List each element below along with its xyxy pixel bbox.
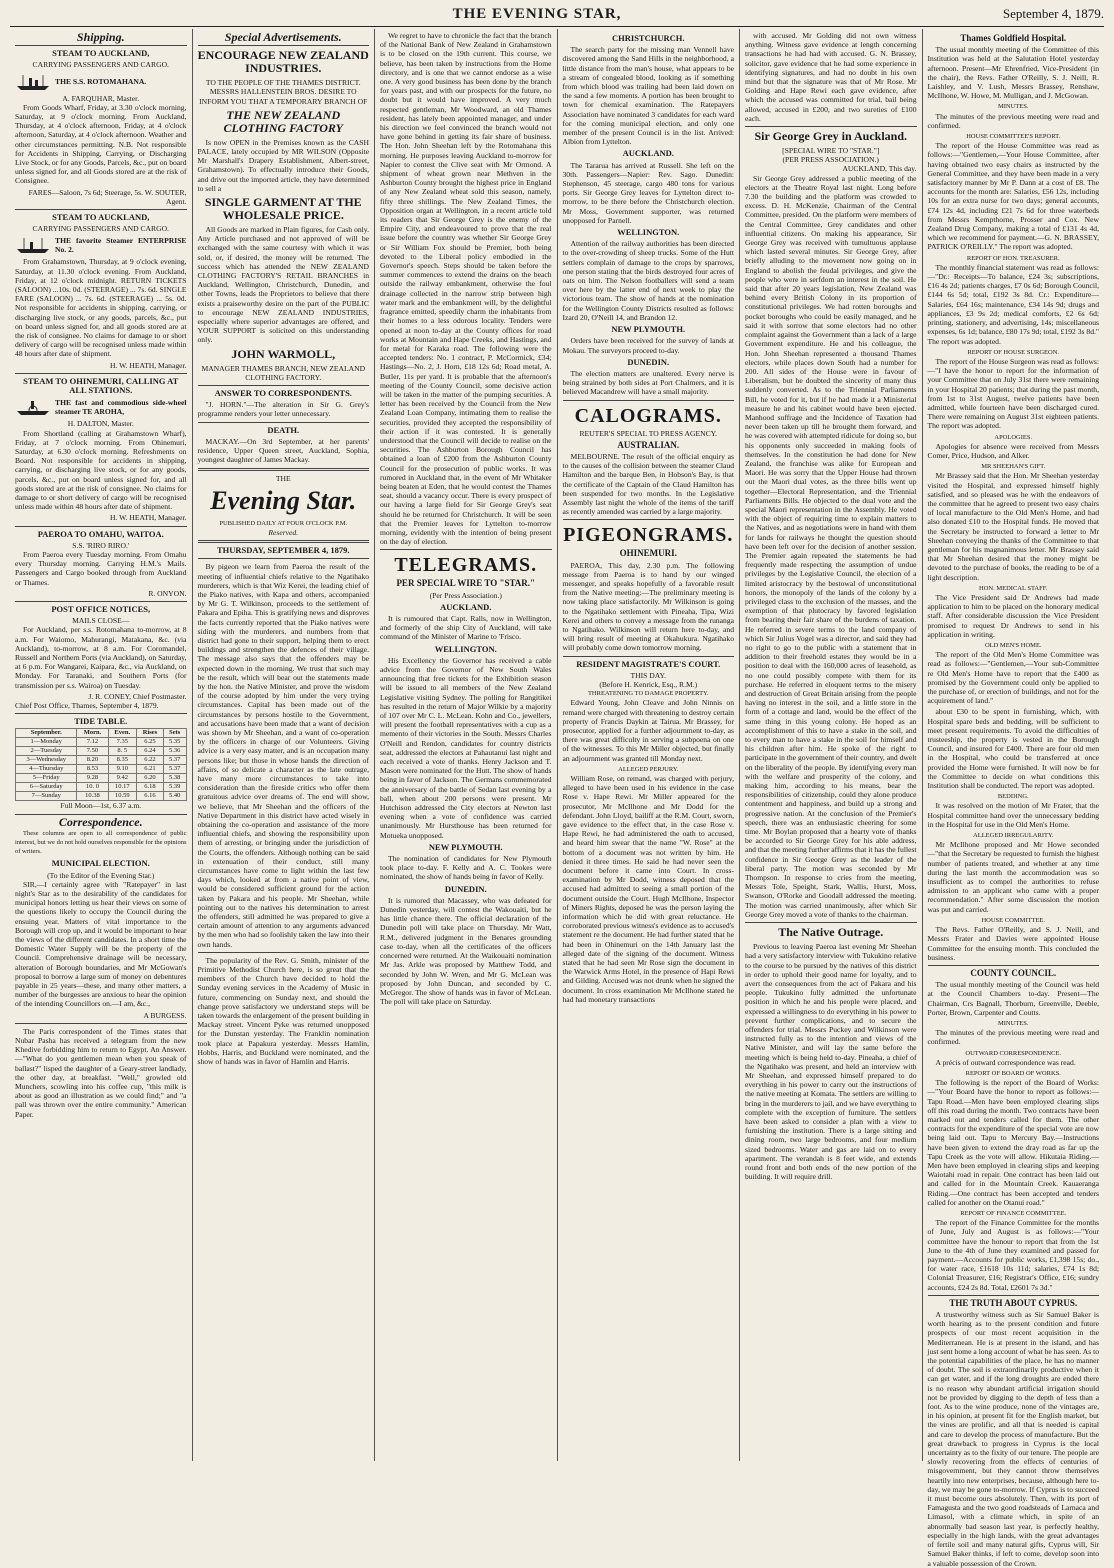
tide-cell: 7.50: [77, 747, 108, 756]
hospital-text: The usual monthly meeting of the Committee of this Institution was held at the Salutation Hotel yesterday afternoon. Present—Mr Ehrenfried, Vice-President (in the chair), the Revs. Father O'Reilly, S. J. Neill, R. Laishley, and V. Lush, Messrs Brassey, Renshaw, McIlhone, W. Howe, M. Mulligan, and J. McGowan.: [927, 45, 1099, 101]
shipping-sign-3: H. W. HEATH, Manager.: [109, 513, 187, 523]
native-outrage-text: Previous to leaving Paeroa last evening Mr Sheehan had a very satisfactory interview with Tukukino relative to the course to be pursued by the natives of this district in order to uphold their good name for loyalty, and to avert the consequences from the act of Pakara and his people. Tukukino fully admitted the unfortunate position in which he and his people were placed, and expressed a willingness to do everything in his power to prevent further complications, and to secure the offenders for trial. Messrs Puckey and Wilkinson were instructed fully as to the intention and views of the Native Minister, and will lay the same before the meeting which is being held to-day. Pineaha, a chief of the Ngatihako was present, and held an interview with Mr Sheehan, and expressed himself prepared to do everything in his power to carry out the instructions of the native meeting at Komata. The settlers are willing to bring in the murderers to jail, and we have everything to complete with the exception of furniture. The settlers have been asked to consider a plan with a view to furnishing the institution. There is a large sitting and dining room, two large bedrooms, and four medium sized bedrooms. Water and gas are laid on to every apartment. The verandah is 8 feet wide, and extends round front and both ends of the new portion of the building. It will require drill.: [745, 942, 917, 1182]
county-council-minutes-title: MINUTES.: [997, 1019, 1029, 1027]
leader-text: By pigeon we learn from Paeroa the result of the meeting of influential chiefs relative to the Ngatihako murderers, which is that Wiz Kerei, the leading chief of the Piako natives, with Kapa and others, accompanied by Mr G. T. Wilkinson, proceeds to the settlement of Pakara and Epiha. This is gratifying news and disproves the facts currently reported that the Piako natives were siding with the murderers, and numbers from that district had gone to their support, helping them to erect buildings and strengthen the defences of their village. The message also says that the offenders may be expected down in the morning. We trust that such may be the result, which will bear out the statements made by the hon. the Native Minister, and prove the wisdom of the course adopted by him under the very trying circumstances. Capital has been made out of the circumstances by persons hostile to the Government, and accusations have been made that a want of decision was shown by Mr Sheehan, and a want of co-operation by the officers in charge of our Volunteers. Giving advice is a very easy matter, and is an occupation many persons like; but those in whose hands the direction of affairs, of so delicate a character as the late outrage, have many more circumstances to take into consideration than the fireside critics who offer them gratuitous advice over dreams of. The end will show, we believe, that Mr Sheehan and the officers of the Native Department in this district have acted wisely in obtaining the co-operation and assistance of the more influential chiefs, and showing the responsibility upon them of arresting, or bringing under the jurisdiction of the Courts, the offenders. Although nothing can be said in extenuation of their conduct, still many circumstances have come to light within the last few days which, looked at from a native point of view, would be considered sufficient ground for the action taken by Pakara and his people. Mr Sheehan, while pointing out to the natives his determination to arrest the offenders, still admitted he was prepared to give a certain amount of attention to any arguments advanced by the men who had so foolishly taken the law into their own hands.: [197, 562, 369, 949]
hospital-bedding-title: BEDDING.: [997, 793, 1029, 801]
death-text: MACKAY.—On 3rd September, at her parents' residence, Upper Queen street, Auckland, Sophia, youngest daughter of James Mackay.: [197, 436, 369, 465]
correspondence-heading: Correspondence.: [58, 814, 143, 829]
paper-subtitle: PUBLISHED DAILY AT FOUR O'CLOCK P.M.: [219, 519, 348, 527]
hospital-surgeon-text: The report of the House Surgeon was read as follows:—"I have the honor to report for the information of your Committee that on July 31st there were remaining in your Hospital 20 patients; that during the past month, from 1st to 31st August, twelve patients have been admitted, while fourteen have been discharged cured. There were remaining on August 31st eighteen patients. The report was adopted.: [927, 356, 1099, 431]
ship-name-3: THE fast and commodious side-wheel steamer TE AROHA,: [55, 398, 187, 417]
telegram-auckland-title: AUCKLAND.: [440, 601, 492, 612]
shipping-title-3: STEAM TO OHINEMURI, CALLING AT ALL STATIONS.: [23, 375, 179, 396]
shipping-text-4: From Paeroa every Tuesday morning. From Omahu every Thursday morning. Carrying H.M.'s Mails. Passengers and Cargo booked through from Auckland or Thames.: [15, 549, 187, 587]
pigeongrams-heading: PIGEONGRAMS.: [563, 524, 734, 547]
christchurch-title: CHRISTCHURCH.: [612, 33, 685, 43]
rm-court-heading-1: THREATENING TO DAMAGE PROPERTY.: [587, 690, 709, 698]
post-office-sign: J. R. CONEY, Chief Postmaster.: [88, 691, 187, 701]
telegrams-sub: PER SPECIAL WIRE TO "STAR.": [396, 578, 536, 589]
calograms-australian: AUSTRALIAN.: [617, 439, 680, 450]
county-council-finance-title: REPORT OF FINANCE COMMITTEE.: [960, 1209, 1067, 1217]
ad-clothing-sign-2: MANAGER THAMES BRANCH, NEW ZEALAND CLOTHING FACTORY.: [201, 363, 366, 382]
masthead-title: THE EVENING STAR,: [452, 6, 622, 22]
hospital-continued-text: about £30 to be spent in furnishing, which, with Hospital spare beds and bedding, will be sufficient to meet present requirements. To avoid the difficulties of trusteeship, the property is vested in the Borough Council, and insured for £400. There are four old men in the Hospital, who could be transferred at once provided the Home were furnished. It will now be for the Committee to decide on what conditions this Institution shall be conducted. The report was adopted.: [927, 707, 1099, 791]
post-office-date: Chief Post Office, Thames, September 4, 1879.: [15, 700, 159, 710]
hospital-minutes-text: The minutes of the previous meeting were read and confirmed.: [927, 111, 1099, 130]
tide-cell: 5.37: [163, 756, 186, 765]
tide-cell: 10.38: [77, 792, 108, 801]
telegram-new-plymouth-text: The nomination of candidates for New Plymouth took place to-day. F. Kelly and A. C. Tookes were nominated, the show of hands being in favor of Kelly.: [380, 854, 552, 882]
paper-date: THURSDAY, SEPTEMBER 4, 1879.: [216, 545, 350, 556]
tide-cell: 5.37: [163, 765, 186, 774]
auckland-title: AUCKLAND.: [622, 148, 674, 159]
tide-cell: 6.18: [137, 783, 164, 792]
column-2: [193, 29, 376, 1461]
ad-clothing-sign: JOHN WARMOLL,: [231, 346, 336, 361]
tide-cell: 5.35: [163, 738, 186, 747]
hospital-minutes-title: MINUTES.: [997, 103, 1029, 111]
county-council-finance-text: The report of the Finance Committee for the months of June, July and August is as follows:—"Your committee have the honour to report that from the 1st June to the 4th of June they examined and passed for payment.—Accounts for public works, £1,398 15s; do., for water race, £1618 10s 11d; salaries, £74 1s 8d; Colonial Treasurer, £16; Registrar's Office, £16; sundry accounts, £24 2s 8d. Total, £2601 7s 3d.": [927, 1218, 1099, 1292]
hospital-title: Thames Goldfield Hospital.: [960, 33, 1067, 43]
rm-court-before: (Before H. Kenrick, Esq., R.M.): [599, 679, 698, 689]
post-office-title: POST OFFICE NOTICES,: [51, 603, 151, 614]
hospital-irregularity-text: Mr McIlhone proposed and Mr Howe seconded—"that the Secretary be requested to furnish the highest number of patients treated, and whether at any time during the last month the accommodation was so insufficient as to compel the authorities to refuse admission to an applicant who came with a proper recommendation." After some discussion the motion was put and carried.: [927, 840, 1099, 914]
tide-cell: 5.36: [163, 747, 186, 756]
grey-auckland-press: (PER PRESS ASSOCIATION.): [782, 155, 879, 165]
wellington-title: WELLINGTON.: [617, 227, 680, 238]
tide-row: [16, 765, 187, 774]
hospital-treasurer-title: REPORT OF HON. TREASURER.: [966, 254, 1060, 262]
new-plymouth-text: Orders have been received for the survey of lands at Mokau. The surveyors proceed to-day.: [562, 336, 734, 355]
telegram-auckland-text: It is rumoured that Capt. Ralls, now in Wellington, and formerly of the ship City of Auckland, will take command of the Minister of Marine to 'Frisco.: [380, 613, 552, 642]
hospital-apologies-title: APOLOGIES.: [994, 433, 1033, 441]
hospital-bedding-text: It was resolved on the motion of Mr Frater, that the Hospital committee hand over the unnecessary bedding in the Hospital for use in the Old Men's Home.: [927, 801, 1099, 829]
tide-row: [16, 774, 187, 783]
tide-cell: 9.10: [108, 765, 137, 774]
grey-auckland-sub: [SPECIAL WIRE TO "STAR."]: [782, 146, 880, 156]
tide-cell: 10.17: [108, 783, 137, 792]
tide-cell: 6.24: [137, 747, 164, 756]
cyprus-text: A trustworthy witness such as Sir Samuel Baker is worth hearing as to the present condition and future prospects of our most recent acquisition in the Mediterranean. He is at present in the island, and has just sent home a long account of what he has seen. As to the potential capabilities of the place, he has no manner of doubt. The soil is extraordinarily productive when it can get water, and if the long droughts are ended there is no reason why abundant artificial irrigation should not be provided by digging to the depth of less than a foot. As to the wine produce, none of the vintages are, in his opinion, at present fit for the English market, but the vines are prolific, and all that is needed is capital and care to develop the process of manufacture. But the great drawback to progress in Cyprus is the local uncertainty as to the fixity of our tenure. The people are slowly recovering from the effects of centuries of misgovernment, but they cannot throw themselves heartily into new enterprises, because, although here to-day, we may be gone to-morrow. If Cyprus is to succeed it must become ours absolutely. Then, with its port of Famagusta and the two good roadsteads of Larnaca and Limasol, with a climate which, in spite of an abnormally bad season last year, is perfectly healthy, especially in the high lands, with the great advantages of fertile soil and many natural gifts, Cyprus will, Sir Samuel Baker thinks, if left to come, develop soon into a valuable possession of the Crown.: [927, 1310, 1099, 1568]
paper-reserved: Reserved.: [268, 527, 299, 537]
post-office-sub: MAILS CLOSE—: [72, 616, 130, 626]
local-news-text: We regret to have to chronicle the fact that the branch of the National Bank of New Zealand in Grahamstown is to be closed on the 19th current. This course, we believe, has been taken by instructions from the Home directory, and is one that we cannot endorse as a wise one. A very good business has been done by the branch for years past, and with our prospects for the future, no doubt but it would have improved. A very much respected gentleman, Mr Woodward, an old Thames resident, has lately been appointed manager, and under his direction we feel convinced the branch would not have gone behind in getting its fair share of business. The Hon. John Sheehan left by the Rotomahana this morning. He purposes leaving Auckland to-morrow for Napier to contest the Clive seat with Mr Ormond. A shipment of wheat grown near Methven in the Ashburton County brought the highest price in England of any New Zealand wheat sold this season, namely, fifty three shillings. The New Zealand Times, the Opposition organ at Wellington, in a recent article told its readers that Sir George Grey is the enemy of the Empire City, and endeavoured to prove that the real issue before the country was whether Sir George Grey or Sir William Fox should be Premier, both being devoted to the Liberal policy embodied in the Governor's speech. Steps should be taken before the summer commences to extend the drains on the beach outside the railway embankment, otherwise the foul drainage collected in the narrow strip between high water mark and the embankment will, by the delightful fragrance emitted, speedily charm the inhabitants from their homes to a less odorous locality. Tenders were opened at noon to-day at the County offices for road works at Mountain and Hape Creeks, and Hastings, and for metal for Karaka road. The following were the accepted tenders: No. 1 contract, P. McCormick, £34; Hastings—No. 2, J. Horn, £18 12s 6d; Road metal, A. Butler, 11s per yard. It is probable that the afternoon's meeting of the County Council, some decisive action will be taken in the matter of the pumping securities. A letter has been received by the Council from the New Zealand Loan Company, intimating them to realise the securities, provided they accepted the responsibility of their action if it was contested. It is generally understood that the Council will decide to realise on the securities. The Ashburton Borough Council has obtained a loan of £200 from the Ashburton County Council for the prosecution of public works. It was rumored in Auckland that, in the event of Mr Whitaker being beaten at Eden, that he would contest the Thames seat, should a vacancy occur. There is every prospect of our having a large field for Sir George Grey's seat should he be returned for Christchurch. It will be seen that the Premier leaves for Lyttelton to-morrow morning, evidently with the intention of being present on the day of election.: [380, 31, 552, 547]
grey-auckland-text: Sir George Grey addressed a public meeting of the electors at the Theatre Royal last night. Long before 7.30 the building and the platform was crowded to excess. D. H. McKenzie, Chairman of the Central Committee, presided. On the platform were members of the Central Committee, Grey candidates and other influential citizens. On making his appearance, Sir George Grey was received with tumultuous applause which lasted several minutes. Sir George Grey, after briefly alluding to the movement now going on in England to abolish the feudal privileges, and give the people who were in serfdom an interest in the soil. He said that after 20 years legislation, New Zealand was behind every British Colony in its proportion of constitutional privileges. We had rotten boroughs and pocket boroughs who could be easily managed, and he said it with sorrow that some electors had no other complaint against the Government than a lack of a large Government expenditure. He and his colleague, the Hon. John Sheehan represented a thousand Thames electors, while places down South had a number for 200. All sides of the House were in favour of Liberalism, but he doubted the sincerity of many thus suddenly converted. As to the Triennial Parliaments Bill, he voted for it, but if he had made it a Ministerial measure he and his cabinet would have been ejected. Manhood suffrage and the Incidence of Taxation had never been taken up till he brought them forward, and he was covered with attempted ridicule for doing so, but his opponents only succeeded in making fools of themselves. In the constitution he had done for New Zealand, the franchise was alike for European and Maori. He was sorry that the Upper House had thrown out the Maori dual votes, as the three bills went up together—Electoral Representation, and the Triennial Parliaments Bills. He objected to the dual vote and the special Maori representation in the Assembly. He voted with the object of requiring time to explain matters to the Natives, and as negotiations were in hand with them for lands for railways he thought the question should have been left over for the decision of another session. The Premier again repeated the statements he had frequently made respecting the assumption of undue privileges by the Legislative Council, the election of a limited aristocracy by the bestowal of unconstitutional honors, the monopoly of the lands of the colony by a privileged class to the exclusion of the masses, and the exemption of that plutocracy by favored legislation from bearing their fair share of the burdens of taxation. He referred in severe terms to the land company of which Sir Julius Vogel was a director, and said they had no right to go to the public with a statement that in addition to their freehold estates they would be in a position to deal with the 160,000 acres of leasehold, as no one could possibly compete with them for its purchase. He referred in eloquent terms to the misery and destruction of Great Britain arising from the people having no interest in the soil, and a little store in the form of a cottage and land, would be the effect of the same thing in this young colony. He hoped as an accomplishment of this to have a stake in the soil, and to every man to have a stake in the soil for himself and his children after him. He spoke of the right to participate in the government of their country, and dwelt on the liberality of the people. By identifying every man with the welfare and prosperity of the colony, and making him, according to his means, bear the responsibilities of citizenship, could they alone produce contentment and happiness, and build up a strong and progressive nation. At the conclusion of the Premier's speech, there was an enthusiastic cheering for some time. Mr Boylan proposed that a hearty vote of thanks be accorded to Sir George Grey for his able address, and that the meeting further affirms that it has the fullest confidence in Sir George Grey as the leader of the liberal party. The motion was seconded by Mr Thompson. In response to cries from the meeting, Messrs Tole, Speight, Stark, Wallis, Hurst, Moss, Swanson, O'Rorke and Goodall addressed the meeting. The motion was carried unanimously, after which Sir George Grey moved a vote of thanks to the chairman.: [745, 173, 917, 919]
tide-row: [16, 756, 187, 765]
new-plymouth-title: NEW PLYMOUTH.: [611, 324, 686, 335]
tide-cell: 8. 5: [108, 747, 137, 756]
rm-court-sub: THIS DAY.: [630, 670, 666, 680]
ad-clothing-line-1: TO THE PEOPLE OF THE THAMES DISTRICT.: [205, 78, 361, 88]
county-council-title: COUNTY COUNCIL.: [970, 967, 1057, 978]
column-3: [375, 29, 558, 1461]
special-ads-heading: Special Advertisements.: [224, 30, 342, 44]
column-5: [740, 29, 923, 1461]
auckland-text: The Tararua has arrived at Russell. She left on the 30th. Passengers—Napier: Rev. Sago. Dunedin: Stephenson, 45 steerage, cargo 480 tons for various ports. Sir George Grey leaves for Lyttelton direct to-morrow, to be there before the Christchurch election. Mr Moss, Government supporter, was returned unopposed for Parnell.: [562, 160, 734, 225]
masthead: [10, 6, 1104, 27]
wellington-text: Attention of the railway authorities has been directed to the over-crowding of sheep trucks. Some of the Hutt settlers complain of damage to the crops by sparrows, one person stating that the birds destroyed four acres of oats on him. The Nelson footballers will send a team over here by the latter end of next week to play the victorious team. The show of hands at the nomination for the Wellington County Districts resulted as follows: Izard 20, O'Neill 14, and Brandon 12.: [562, 239, 734, 322]
tide-cell: 6—Saturday: [16, 783, 77, 792]
ad-clothing-line-2: MESSRS HALLENSTEIN BROS. DESIRE TO INFORM YOU THAT A TEMPORARY BRANCH OF: [199, 87, 368, 106]
tide-row: [16, 792, 187, 801]
grey-auckland-title: Sir George Grey in Auckland.: [754, 129, 908, 144]
ship-master-1: A. FARQUHAR, Master.: [62, 93, 140, 103]
tide-cell: 4—Thursday: [16, 765, 77, 774]
steamship-icon: [15, 235, 51, 255]
ad-clothing-big: SINGLE GARMENT AT THE WHOLESALE PRICE.: [204, 195, 362, 223]
tide-cell: 5.39: [163, 783, 186, 792]
ad-clothing-text: Is now OPEN in the Premises known as the CASH PALACE, lately occupied by MR WILSON (Opposite Mr Marshall's Drapery Establishment, Albert-street, Grahamstown). To effectually introduce their Goods, and drive out the imported article, they have determined to sell a: [197, 137, 369, 193]
death-title: DEATH.: [267, 424, 300, 435]
tide-cell: 2—Tuesday: [16, 747, 77, 756]
hospital-gift-title: MR SHEEHAN'S GIFT.: [981, 463, 1046, 471]
court-continued-text: with accused. Mr Golding did not own witness anything. Witness gave evidence at length concerning transactions he had had with accused. G. N. Brassey, solicitor, gave evidence that he had some experience in identifying signatures, and had no doubt in his own mind but that the signature was that of Mr Rose. Mr Golding and Hape Rewi each gave evidence, after which the accused was committed for trial, bail being allowed, accused in £200, and two sureties of £100 each.: [745, 31, 917, 123]
ship-name-2: THE favorite Steamer ENTERPRISE No. 2.: [55, 236, 187, 255]
tide-cell: 7—Sunday: [16, 792, 77, 801]
tide-cell: 8.53: [77, 765, 108, 774]
tide-cell: 5.40: [163, 792, 186, 801]
answer-correspondents-title: ANSWER TO CORRESPONDENTS.: [214, 388, 352, 399]
answer-correspondents-text: "J. HORN."—The alteration in Sir G. Grey's programme renders your letter unnecessary.: [197, 400, 369, 419]
shipping-title-4: PAEROA TO OMAHU, WAITOA.: [37, 528, 164, 539]
tide-header-cell: Even.: [108, 729, 137, 738]
tide-cell: 8.20: [77, 756, 108, 765]
county-council-text: The usual monthly meeting of the Council was held at the Council Chambers to-day. Present—The Chairman, Crs Bagnall, Thorburn, Greenville, Deeble, Porter, Brown, Carpenter and Coutts.: [927, 980, 1099, 1017]
telegrams-press: (Per Press Association.): [429, 590, 502, 600]
shipping-title-1: STEAM TO AUCKLAND,: [52, 48, 150, 59]
column-1-tail: The Paris correspondent of the Times states that Nubar Pasha has received a telegram from the new Khedive forbidding him to return to Egypt. An Answer.—"What do you gentlemen mean when you speak of ballast?" lisped the daughter of a Geary-street landlady, the other day, at breakfast. "Well," growled old Munchers, scowling into his coffee cup, "this milk is about as good an illustration as we could find;" and "a pall was thrown over the entire community." American Paper.: [15, 1026, 187, 1119]
tide-cell: 10. 0: [77, 783, 108, 792]
rm-court-text-2: William Rose, on remand, was charged with perjury, alleged to have been used in his evidence in the case Rose v. Hape Rewi. Mr Miller appeared for the prosecutor, Mr McIlhone and Mr Dodd for the defendant. John Lloyd, bailiff at the R.M. Court, sworn, gave evidence to the effect that, in the case Rose v. Hape Rewi, he had administered the oath to accused, and heard him swear that the name "W. Rose" at the bottom of a document was not written by him. He denied it three times. He said he had never seen the document before it came into Court. In cross-examination by Mr Dodd, witness deposed that the accused had admitted to seeing a small portion of the document outside the Court. Hugh McIlhone, Inspector of Miners Rights, deposed he was the person laying the information which he did with great reluctance. He corroborated previous witness's evidence as to accused's statement re the document. He had further stated that he had been in Ohinemuri on the 14th January last the alleged date of the signing of the document. Witness stated that he had seen Mr Rose sign the document in the Warwick Arms Hotel, in the presence of Hapi Rewi and Gilding. Accused was not drunk when he signed the document. In cross examination Mr McIlhone stated he had had monetary transactions: [562, 774, 734, 1004]
column-6: [923, 29, 1105, 1568]
tide-header-cell: Sets: [163, 729, 186, 738]
column-4: [558, 29, 741, 1461]
rm-court-heading-2: ALLEGED PERJURY.: [618, 765, 679, 773]
hospital-medical-staff-title: HON. MEDICAL STAFF.: [979, 584, 1048, 592]
telegram-wellington-title: WELLINGTON.: [434, 643, 497, 654]
tide-cell: 10.59: [108, 792, 137, 801]
christchurch-text: The search party for the missing man Vennell have discovered among the Sand Hills in the neighborhood, a little distance from the man's house, what appears to be a stream of congealed blood, looking as if something from which blood was trailing had been laid down on the sand a few moments. A portion has been brought to town for chemical examination. The Ratepayers Association have nominated 3 candidates for each ward for the coming municipal election, and only one member of the present Council is in the list. Arrived: Albion from Lyttelton.: [562, 45, 734, 147]
shipping-sign-2: H. W. HEATH, Manager.: [109, 360, 187, 370]
shipping-heading: Shipping.: [76, 30, 125, 44]
tide-cell: 8.35: [108, 756, 137, 765]
shipping-sign-4: R. ONYON.: [148, 588, 187, 598]
tide-cell: 9.42: [108, 774, 137, 783]
tide-table-title: TIDE TABLE.: [74, 716, 128, 727]
county-council-works-title: REPORT OF BOARD OF WORKS.: [965, 1069, 1061, 1077]
tide-cell: 6.22: [137, 756, 164, 765]
correspondence-note: These columns are open to all correspondence of public interest, but we do not hold ourselves responsible for the opinions of writers.: [15, 829, 187, 856]
tide-header-cell: Rises: [137, 729, 164, 738]
leader-text-2: The popularity of the Rev. G. Smith, minister of the Primitive Methodist Church here, is so great that the members of the Church have decided to hold the Sunday evening services in the Academy of Music in future, commencing on Sunday next, and should the change prove satisfactory we understand steps will be taken towards the enlargement of the present building in Mackay street. Vincent Pyke was returned unopposed for the Dunstan yesterday. The Franklin nomination took place at Papakura yesterday. Messrs Hamlin, Hobbs, Harris, and Buckland were nominated, and the show of hands was in favor of Hamlin and Harris.: [197, 955, 369, 1067]
county-council-correspondence-text: A précis of outward correspondence was read.: [935, 1057, 1076, 1067]
shipping-text-2: From Grahamstown, Thursday, at 9 o'clock evening, Saturday, at 11.30 o'clock evening. From Auckland, Friday, at 12 o'clock midnight. RETURN TICKETS (SALOON) ...10s. 0d. (STEERAGE) ... 7s. 6d. SINGLE FARE (SALOON) ... 7s. 6d. (STEERAGE) ... 5s. 0d. Not responsible for accidents in shipping, carrying, or discharging live stock, or any goods, parcels, &c., put on board unless signed for, and all goods stored are at the risk of consignee. No claims for damage to or short delivery of cargo will be recognised unless made within 48 hours after date of shipment.: [15, 257, 187, 359]
ship-master-3: H. DALTON, Master.: [67, 419, 134, 429]
pigeongrams-text: PAEROA, This day, 2.30 p.m. The following message from Paeroa is to hand by our winged messenger, and speaks hopefully of a favorable result from the Native meeting:—The preliminary meeting is now taking place satisfactorily. Mr Wilkinson is going to the Ngatihako settlement with Pineaha, Tipa, Wizi Kerei and others to convey a message from the runanga to Ngatihako. Wilkinson will return here to-day, and will bring result of meeting at Okahukura. Ngatihako will probably come down tomorrow morning.: [562, 560, 734, 653]
hospital-house-committee-text: The report of the House Committee was read as follows:—"Gentlemen,—Your House Committee, after having obtained two easy chairs as instructed by the General Committee, and they have been made in a very satisfactory manner by Mr P. Dann at a cost of £8. The accounts for the month are: Salaries, £56 12s, including 10s for an extra nurse for two days; general accounts, £74 12s 4d, including £21 7s 6d for three waterbeds from Messrs Kempthorne, Prosser and Cox. New Zealand Drug Company, making a total of £131 4s 4d, which we recommend for payment.—G. N. BRASSEY, PATRICK O'REILLY." The report was adopted.: [927, 141, 1099, 252]
hospital-old-mens-home-text: The report of the Old Men's Home Committee was read as follows:—"Gentlemen,—Your sub-Committee re Old Men's Home have to report that the £400 as promised by the Government could only be applied to the purchase of, or erection of buildings, and not for the acquirement of land.": [927, 650, 1099, 706]
tide-cell: 5.38: [163, 774, 186, 783]
tide-cell: 1—Monday: [16, 738, 77, 747]
municipal-election-text: SIR,—I certainly agree with "Ratepayer" in last night's Star as to the desirability of the candidates for municipal honors letting us hear their views on some of the questions likely to occupy the Council during the ensuing year. Matters of vital importance to the Borough will crop up, and it would be important to hear the views of the different candidates. In a short time the Domestic Water Supply will be the property of the Council. Comprehensive drainage will be necessary, alteration of Borough boundaries, and Mr McGowan's proposal to borrow a large sum of money on debentures payable in 25 years—these, and many other matters, a number of the burgesses are anxious to hear the opinion of the intending Councillors on.—I am, &c.,: [15, 879, 187, 1009]
grey-auckland-date: AUCKLAND, This day.: [842, 164, 917, 174]
dunedin-text: The election matters are unaltered. Every nerve is being strained by both sides at Port Chalmers, and it is believed Macandrew will have a small majority.: [562, 368, 734, 397]
municipal-election-sub: (To the Editor of the Evening Star.): [47, 870, 155, 880]
hospital-medical-staff-text: The Vice President said Dr Andrews had made application to him to be placed on the honorary medical staff. After considerable discussion the Vice President promised to request Dr Andrews to send in his application in writing.: [927, 592, 1099, 639]
municipal-election-title: MUNICIPAL ELECTION.: [51, 858, 150, 869]
tide-cell: 5—Friday: [16, 774, 77, 783]
calograms-sub: REUTER'S SPECIAL TO PRESS AGENCY.: [579, 428, 718, 438]
hospital-apologies-text: Apologies for absence were received from Messrs Comer, Price, Hudson, and Alker.: [927, 441, 1099, 460]
calograms-text: MELBOURNE. The result of the official enquiry as to the causes of the collision between the steamer Claud Hamilton and the barque Ben, in Hobson's Bay, is that the certificate of the Captain of the Claud Hamilton has been suspended for two months. In the Legislative Assembly last night the whole of the items of the tariff as recently amended was carried by a large majority.: [562, 451, 734, 517]
post-office-text: For Auckland, per s.s. Rotomahana to-morrow, at 8 a.m. For Waiomo, Mahurangi, Matakana, &c. (via Auckland), to-morrow, at 8 a.m. For Coromandel, Russell and Northern Ports (via Auckland), on Saturday, at 6 p.m. For Wangarei, Kaipara, &c., via Auckland, on Monday. For Taranaki, and Southern Ports (for transmission per s.s. Wairoa) on Tuesday.: [15, 625, 187, 690]
ad-clothing-logo: THE NEW ZEALAND CLOTHING FACTORY: [223, 107, 343, 135]
hospital-treasurer-text: The monthly financial statement was read as follows:—"Dr.: Receipts—To balance, £24 3s; subscriptions, £16 4s 2d; patients charges, £7 0s 6d; Borough Council, £144 6s 5d; total, £192 3s 8d. Cr.: Expenditure—Salaries, £64 16s; maintenance, £34 14s 9d; drugs and appliances, £3 9s 2d; medical comforts, £2 6s 6d; printing, stationery, and advertising, 14s; miscellaneous expenses, 6s 1d; balance, £80 17s 9d; total, £192 3s 8d." The report was adopted.: [927, 262, 1099, 346]
hospital-house-committee-2-text: The Revs. Father O'Reilly, and S. J. Neill, and Messrs Frater and Davies were appointed House Committee for the ensuing month. This concluded the business.: [927, 925, 1099, 962]
shipping-text-3: From Shortland (calling at Grahamstown Wharf), Friday, at 7 o'clock morning. From Ohinemuri, Saturday, at 6.30 o'clock morning. Refreshments on Board. Not responsible for accidents in shipping, carrying, or discharging live stock, or for any goods, parcels, &c., put on board unless signed for, and all goods stored are at the risk of consignee. No claims for damage to or short delivery of cargo will be recognised unless made within 48 hours after date of shipment.: [15, 428, 187, 512]
tide-cell: 6.21: [137, 765, 164, 774]
tide-cell: 7.35: [108, 738, 137, 747]
shipping-sub-2: CARRYING PASSENGERS AND CARGO.: [32, 224, 169, 234]
shipping-text-1: From Goods Wharf, Friday, at 3.30 o'clock morning, Saturday, at 9 o'clock morning. From Auckland, Thursday, at 4 o'clock afternoon, Friday, at 4 o'clock afternoon, Saturday, at 4 o'clock afternoon. Weather and other circumstances permitting. N.B. Not responsible for Accidents in Shipping, Carrying, or Discharging Live Stock, or for any Goods, Parcels, &c., put on board unless signed for, and all Goods stored are at the risk of Consignee.: [15, 102, 187, 186]
county-council-correspondence-title: OUTWARD CORRESPONDENCE.: [965, 1049, 1062, 1057]
paddle-steamer-icon: [15, 397, 51, 417]
hospital-irregularity-title: ALLEGED IRREGULARITY.: [973, 832, 1054, 840]
rm-court-title: RESIDENT MAGISTRATE'S COURT.: [576, 658, 721, 669]
tide-cell: 7.12: [77, 738, 108, 747]
tide-cell: 9.28: [77, 774, 108, 783]
telegram-dunedin-text: It is rumored that Macassey, who was defeated for Dunedin yesterday, will contest the Wakouaiti, but he has little chance there. The official declaration of the Dunedin poll will take place on Thursday. Mr Watt, R.M., delivered judgment in the Benares grounding case to-day, when all the certificates of the officers concerned were returned. At the Waikouaiti nomination Mr Jas. Arkle was proposed by Matthew Todd, and seconded by John W. Wren, and Mr G. McLean was proposed by John Duncan, and seconded by C. McGregor. The show of hands was in favor of McLean. The poll will take place on Saturday.: [380, 895, 552, 1007]
municipal-election-sign: A BURGESS.: [143, 1010, 187, 1020]
cyprus-title: THE TRUTH ABOUT CYPRUS.: [949, 1297, 1078, 1308]
ship-name-1: THE S.S. ROTOMAHANA.: [55, 77, 147, 86]
rm-court-text: Edward Young, John Cleave and John Ninnis on remand were charged with threatening to destroy certain property of Francis Daykin at Tairua. Mr Brassey, for prosecutor, applied for a further adjournment to-day, as there was great difficulty in serving a subpoena on one of the witnesses. To this Mr Miller objected, but finally an adjournment was granted till Monday next.: [562, 698, 734, 763]
ship-name-4: S.S. 'RIRO RIRO.': [72, 540, 130, 550]
pigeongrams-sub: OHINEMURI.: [619, 548, 677, 559]
hospital-gift-text: Mr Brassey said that the Hon. Mr Sheehan yesterday visited the Hospital, and expressed himself highly satisfied, and so pleased was he with the endeavors of the committee that he agreed to present two easy chairs of local manufacture to the Old Men's Home, and had also donated £10 to the Hospital funds. He moved that the Secretary be instructed to forward a letter to Mr Sheehan conveying the thanks of the Committee to that gentleman for his magnanimous letter. Mr Brassey said that Mr Sheehan desired that the money might be devoted to the purchase of books, the reading to be of a light description.: [927, 471, 1099, 582]
tide-header-cell: September.: [16, 729, 77, 738]
hospital-old-mens-home-title: OLD MEN'S HOME.: [984, 642, 1042, 649]
steamship-icon: [15, 72, 51, 92]
telegram-dunedin-title: DUNEDIN.: [444, 883, 487, 894]
hospital-house-committee-2-title: HOUSE COMMITTEE.: [981, 916, 1046, 924]
tide-cell: 6.25: [137, 738, 164, 747]
shipping-sub-1: CARRYING PASSENGERS AND CARGO.: [32, 60, 169, 70]
telegram-wellington-text: His Excellency the Governor has received a cable advice from the Governor of New South Wales announcing that free tickets for the Exhibition season will be issued to all members of the New Zealand Legislative visiting Sydney. The polling for Rangitikei has resulted in the return of Major Wilkie by a majority of 107 over Mr C. L. McLean. Kohn and Co., jewellers, will present the football representatives with a cup as a memento of their victories in the South. Messrs Charles O'Neill and Rendon, candidates for country districts seat, addressed the electors at Pahautanui last night and each received a vote of thanks. Henry Jackson and T. Mason were nominated for the Hutt. The show of hands being in favor of Jackson. The Germans commemorated the anniversary of the battle of Sedan last evening by a ball, when about 200 persons were present. Mr Hutchison addressed the City electors at Newton last evening when a vote of confidence was carried unanimously. Mr Hursthouse has been returned for Motueka unopposed.: [380, 655, 552, 840]
hospital-house-committee-title: HOUSE COMMITTEE'S REPORT.: [966, 133, 1061, 141]
masthead-date: September 4, 1879.: [1002, 6, 1104, 21]
tide-table: [15, 728, 187, 801]
tide-row: [16, 747, 187, 756]
tide-cell: 6.20: [137, 774, 164, 783]
paper-nameplate: Evening Star.: [210, 485, 357, 515]
native-outrage-title: The Native Outrage.: [778, 925, 884, 940]
county-council-minutes-text: The minutes of the previous meeting were read and confirmed.: [927, 1028, 1099, 1047]
telegrams-heading: TELEGRAMS.: [394, 554, 538, 577]
dunedin-title: DUNEDIN.: [627, 356, 670, 367]
calograms-heading: CALOGRAMS.: [574, 404, 722, 427]
tide-cell: 3—Wednesday: [16, 756, 77, 765]
tide-header-cell: Morn.: [77, 729, 108, 738]
tide-row: [16, 738, 187, 747]
shipping-title-2: STEAM TO AUCKLAND,: [52, 212, 150, 223]
paper-the: THE: [275, 473, 291, 483]
ad-clothing-title: ENCOURAGE NEW ZEALAND INDUSTRIES.: [197, 48, 369, 76]
county-council-works-text: The following is the report of the Board of Works:—"Your Board have the honor to report as follows:—Tapu Road.—Men have been employed clearing slips off this road during the month. Two contracts have been marked out and tenders called for them. The other contracts for the expenditure of the special vote are now being laid out. Tapu to Mercury Bay.—Instructions have been given to extend the dray road as far up the Tapu Creek as the vote will allow. Hikutaia Riding.—Men have been employed in clearing slips and keeping Waiotahi road in repair. One contract has been laid out and called for in the Mountain Creek. Kauaeranga Riding.—One contract has been accepted and tenders called for another on the Otanui road.": [927, 1078, 1099, 1207]
hospital-surgeon-title: REPORT OF HOUSE SURGEON.: [967, 348, 1060, 356]
shipping-fares-1: FARES—Saloon, 7s 6d; Steerage, 5s. W. SOUTER, Agent.: [28, 187, 187, 206]
tide-cell: 6.16: [137, 792, 164, 801]
ad-clothing-text-2: All Goods are marked in Plain figures, for Cash only. Any Article purchased and not approved of will be exchanged with the same courtesy with which it was sold, or, if desired, the money will be returned. The success which has attended the NEW ZEALAND CLOTHING FACTORY'S RETAIL BRANCHES in Auckland, Wellington, Christchurch, Dunedin, and other Towns, leads the Proprietors to believe that there exists a praiseworthy desire on the part of the PUBLIC to encourage NEW ZEALAND INDUSTRIES, especially where superior advantages are offered, and YOUR SUPPORT is solicited on this understanding only.: [197, 225, 369, 345]
column-1: [10, 29, 193, 1461]
tide-footnote: Full Moon—1st, 6.37 a.m.: [60, 801, 142, 811]
telegram-new-plymouth-title: NEW PLYMOUTH.: [428, 841, 503, 852]
tide-row: [16, 783, 187, 792]
